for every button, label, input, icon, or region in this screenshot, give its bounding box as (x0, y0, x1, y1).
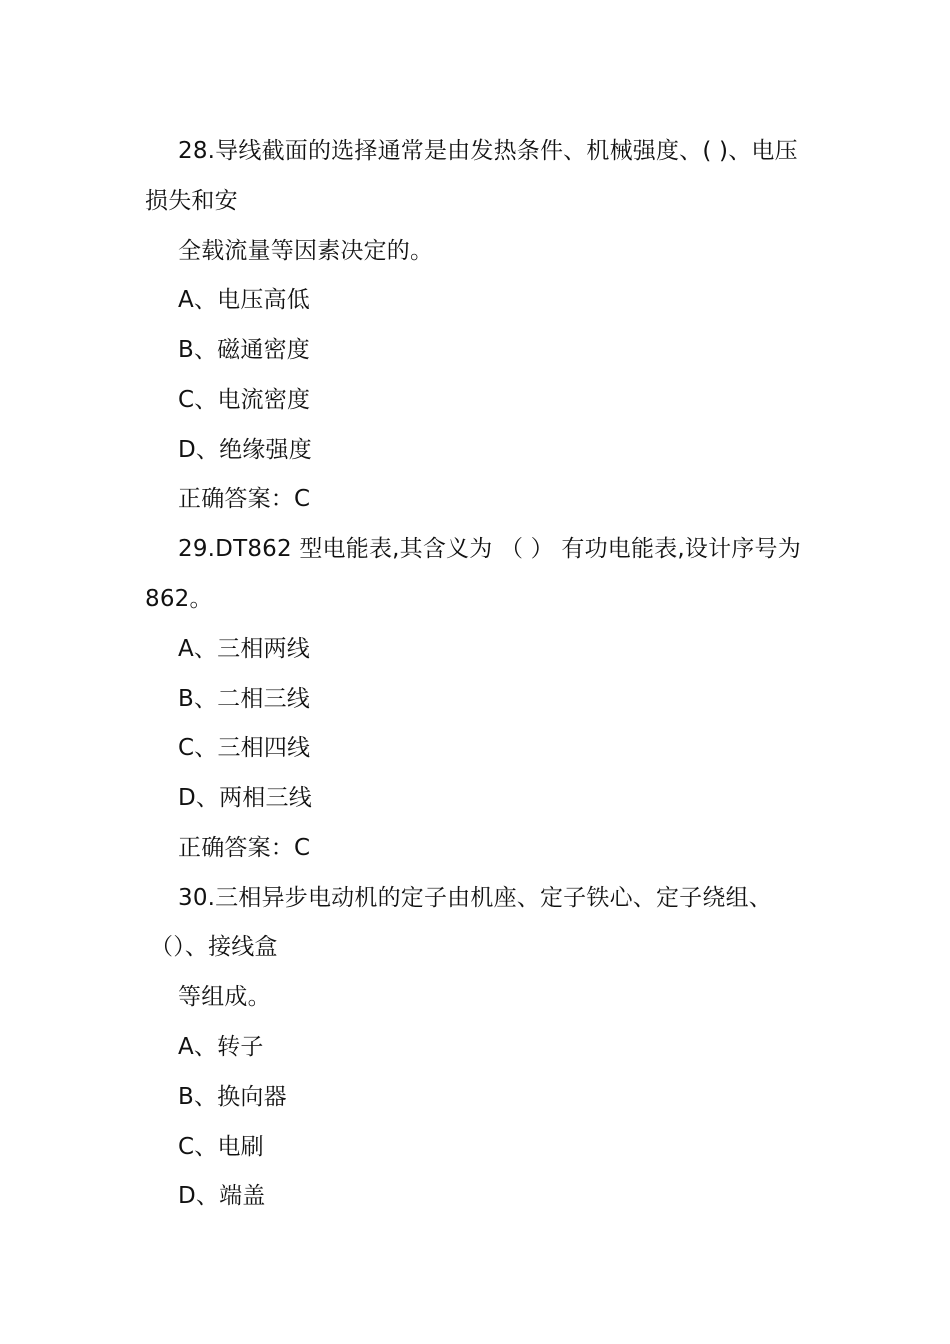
question-29-option-a: A、三相两线 (178, 636, 310, 662)
question-30-option-a: A、转子 (178, 1034, 264, 1060)
question-30-stem-line1: 30.三相异步电动机的定子由机座、定子铁心、定子绕组、 (178, 885, 772, 911)
question-29-answer: 正确答案：C (178, 835, 311, 861)
question-29-stem-line2: 862。 (145, 586, 213, 612)
question-29-option-d: D、两相三线 (178, 785, 312, 811)
question-30-option-d: D、端盖 (178, 1183, 266, 1209)
question-28-option-c: C、电流密度 (178, 387, 311, 413)
question-28-answer: 正确答案：C (178, 486, 311, 512)
question-30-option-b: B、换向器 (178, 1084, 287, 1110)
question-28-stem-line2: 损失和安 (145, 188, 238, 214)
question-28-option-d: D、绝缘强度 (178, 437, 312, 463)
question-30-option-c: C、电刷 (178, 1134, 264, 1160)
question-29-option-b: B、二相三线 (178, 686, 310, 712)
question-29-stem-line1: 29.DT862 型电能表,其含义为 （ ） 有功电能表,设计序号为 (178, 536, 801, 562)
question-28-option-a: A、电压高低 (178, 287, 310, 313)
question-30-stem-line2: （）、接线盒 (150, 934, 278, 960)
question-28-stem-line3: 全载流量等因素决定的。 (178, 238, 434, 264)
question-29-option-c: C、三相四线 (178, 735, 311, 761)
question-28-option-b: B、磁通密度 (178, 337, 310, 363)
question-30-stem-line3: 等组成。 (178, 984, 271, 1010)
question-28-stem-line1: 28.导线截面的选择通常是由发热条件、机械强度、( )、电压 (178, 138, 798, 164)
